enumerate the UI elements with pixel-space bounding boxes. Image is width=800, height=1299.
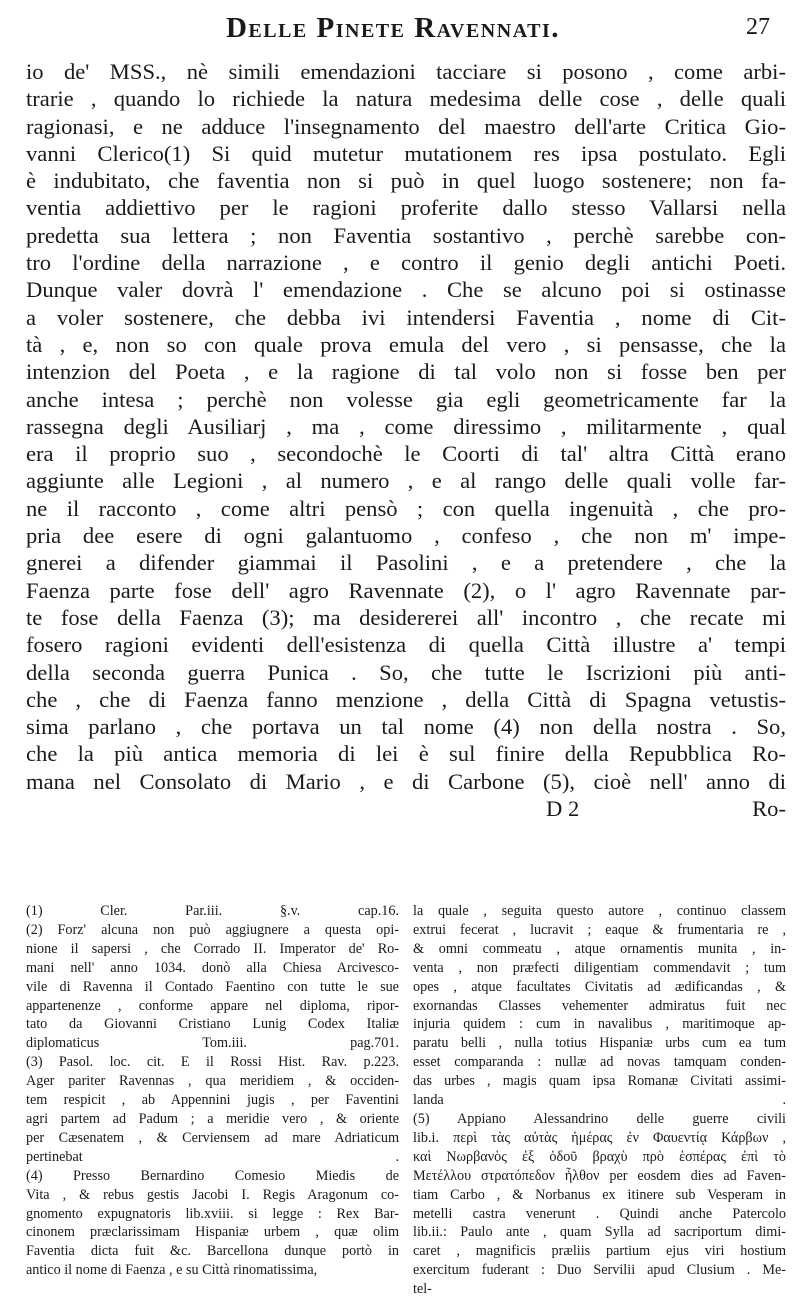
footnote-line: metelli castra venerunt . Quindi anche Patercolo	[413, 1205, 786, 1222]
footnote-line: das urbes , magis quam ipsa Romanæ Civitati assimi-	[413, 1073, 786, 1090]
text-line: trarie , quando lo richiede la natura medesima delle cose , delle quali	[26, 86, 786, 112]
text-line: mana nel Consolato di Mario , e di Carbone (5), cioè nell' anno di	[26, 768, 786, 794]
footnote-line: exercitum fuderant : Duo Servilii apud Clusium . Me-	[413, 1262, 786, 1279]
footnotes-left-column	[26, 902, 399, 1299]
running-title: Delle Pinete Ravennati.	[225, 12, 561, 44]
footnote-line: caret , magnificis præliis partium ejus viri hostium	[413, 1243, 786, 1260]
catchword-line	[26, 795, 786, 822]
footnote-line: injuria quidem : cum in navalibus , maritimoque ap-	[413, 1016, 786, 1033]
text-line: sima parlano , che portava un tal nome (4) non della nostra . So,	[26, 714, 786, 740]
footnote-line: paratu belli , nulla totius Hispaniæ urbs cum ea tum	[413, 1035, 786, 1052]
text-line: predetta sua lettera ; non Faventia sostantivo , perchè sarebbe con-	[26, 222, 786, 248]
text-line: ventia addiettivo per le ragioni proferite dallo stesso Vallarsi nella	[26, 195, 786, 221]
footnote-line: landa .	[413, 1092, 786, 1109]
text-line: che , che di Faenza fanno menzione , della Città di Spagna vetustis-	[26, 686, 786, 712]
text-line: tà , e, non so con quale prova emula del vero , si pensasse, che la	[26, 331, 786, 357]
footnote-line: cinonem præclarissimam Hispaniæ urbem , quæ olim	[26, 1224, 399, 1241]
footnote-line: tiam Carbo , & Norbanus ex itinere sub Vesperam in	[413, 1186, 786, 1203]
footnote-line: & omni commeatu , atque ornamentis munita , in-	[413, 940, 786, 957]
text-line: pria dee esere di ogni galantuomo , confeso , che non m' impe-	[26, 523, 786, 549]
text-line: ragionasi, e ne adduce l'insegnamento del maestro dell'arte Critica Gio-	[26, 113, 786, 139]
footnote-line: (3) Pasol. loc. cit. E il Rossi Hist. Rav. p.223.	[26, 1054, 399, 1071]
text-line: gnerei a difender giammai il Pasolini , e a pretendere , che la	[26, 550, 786, 576]
footnote-line: diplomaticus Tom.iii. pag.701.	[26, 1035, 399, 1052]
text-line: Faenza parte fose dell' agro Ravennate (2), o l' agro Ravennate par-	[26, 577, 786, 603]
text-line: che la più antica memoria di lei è sul finire della Repubblica Ro-	[26, 741, 786, 767]
footnote-line: exornandas Classes vehementer admiratus fuit nec	[413, 997, 786, 1014]
footnote-line: Faventia dicta fuit &c. Barcellona dunque portò in	[26, 1243, 399, 1260]
footnotes-right-column	[413, 902, 786, 1299]
text-line: vanni Clerico(1) Si quid mutetur mutationem res ipsa postulato. Egli	[26, 140, 786, 166]
footnote-line: pertinebat .	[26, 1148, 399, 1165]
text-line: anche intesa ; perchè non volesse gia egli geometricamente far la	[26, 386, 786, 412]
catchword: Ro-	[752, 796, 786, 822]
footnotes	[26, 902, 786, 1299]
footnote-line: Μετέλλου στρατόπεδον ἦλθον per eosdem dies ad Faven-	[413, 1167, 786, 1184]
footnote-line: tem respicit , ab Appennini jugis , per Faventini	[26, 1092, 399, 1109]
footnote-line: mani nell' anno 1034. donò alla Chiesa Arcivesco-	[26, 959, 399, 976]
footnote-line: vile di Ravenna il Contado Faentino con tutte le sue	[26, 978, 399, 995]
text-line: te fose della Faenza (3); ma desidererei all' incontro , che recate mi	[26, 604, 786, 630]
footnote-line: (2) Forz' alcuna non può aggiugnere a questa opi-	[26, 921, 399, 938]
footnote-line: per Cæsenatem , & Cerviensem ad mare Adriaticum	[26, 1129, 399, 1146]
footnote-line: lib.ii.: Paulo ante , quam Sylla ad sacriportum dimi-	[413, 1224, 786, 1241]
footnote-line: (5) Appiano Alessandrino delle guerre civili	[413, 1110, 786, 1127]
footnote-line: tato da Giovanni Cristiano Lunig Codex Italiæ	[26, 1016, 399, 1033]
text-line: a voler sostenere, che debba ivi intendersi Faventia , nome di Cit-	[26, 304, 786, 330]
text-line: della seconda guerra Punica . So, che tutte le Iscrizioni più anti-	[26, 659, 786, 685]
footnote-line: nione il sapersi , che Corrado II. Imperator de' Ro-	[26, 940, 399, 957]
footnote-line: venta , non præfecti diligentiam commendavit ; tum	[413, 959, 786, 976]
text-line: rassegna degli Ausiliarj , ma , come diressimo , militarmente , qual	[26, 413, 786, 439]
footnote-line: (1) Cler. Par.iii. §.v. cap.16.	[26, 903, 399, 919]
footnote-line: (4) Presso Bernardino Comesio Miedis de	[26, 1167, 399, 1184]
text-line: intenzion del Poeta , e la ragione di tal volo non si fosse ben per	[26, 359, 786, 385]
footnote-line: Ager pariter Ravennas , qua meridiem , & occiden-	[26, 1073, 399, 1090]
text-line: ne il racconto , come altri pensò ; con quella ingenuità , che pro-	[26, 495, 786, 521]
footnote-line: καὶ Νωρβανὸς ἐξ ὁδοῦ βραχὺ πρὸ ἑσπέρας ἐπὶ τὸ	[413, 1148, 786, 1165]
footnote-line: esset comparanda : nullæ ad novas tamquam conden-	[413, 1054, 786, 1071]
footnote-line: la quale , seguita questo autore , continuo classem	[413, 903, 786, 919]
page-number: 27	[746, 14, 770, 40]
footnote-line: appartenenze , conforme appare nel diploma, ripor-	[26, 997, 399, 1014]
footnote-line: extrui fecerat , lucravit ; eaque & frumentaria re ,	[413, 921, 786, 938]
text-line: tro l'ordine della narrazione , e contro il genio degli antichi Poeti.	[26, 250, 786, 276]
footnote-line: agri partem ad Padum ; a meridie vero , & oriente	[26, 1110, 399, 1127]
footnote-line: lib.i. περὶ τὰς αὐτὰς ἡμέρας ἐν Φαυεντίᾳ Κάρβων ,	[413, 1129, 786, 1146]
footnote-line: opes , atque facultates Civitatis ad ædificandas , &	[413, 978, 786, 995]
footnote-line: gnomento expugnatoris lib.xviii. si legge : Rex Bar-	[26, 1205, 399, 1222]
signature-mark: D 2	[546, 796, 580, 822]
page-header	[56, 12, 770, 48]
footnote-line: antico il nome di Faenza , e su Città rinomatissima,	[26, 1262, 318, 1279]
text-line: fosero ragioni evidenti dell'esistenza di quella Città illustre a' tempi	[26, 632, 786, 658]
text-line: è indubitato, che faventia non si può in quel luogo sostenere; non fa-	[26, 168, 786, 194]
main-text	[26, 58, 786, 822]
text-line: era il proprio suo , secondochè le Coorti di tal' altra Città erano	[26, 441, 786, 467]
footnote-line: Vita , & rebus gestis Jacobi I. Regis Aragonum co-	[26, 1186, 399, 1203]
text-line: aggiunte alle Legioni , al numero , e al rango delle quali volle far-	[26, 468, 786, 494]
footnote-line: tel-	[413, 1281, 432, 1298]
text-line: Dunque valer dovrà l' emendazione . Che se alcuno poi si ostinasse	[26, 277, 786, 303]
text-line: io de' MSS., nè simili emendazioni tacciare si posono , come arbi-	[26, 59, 786, 84]
